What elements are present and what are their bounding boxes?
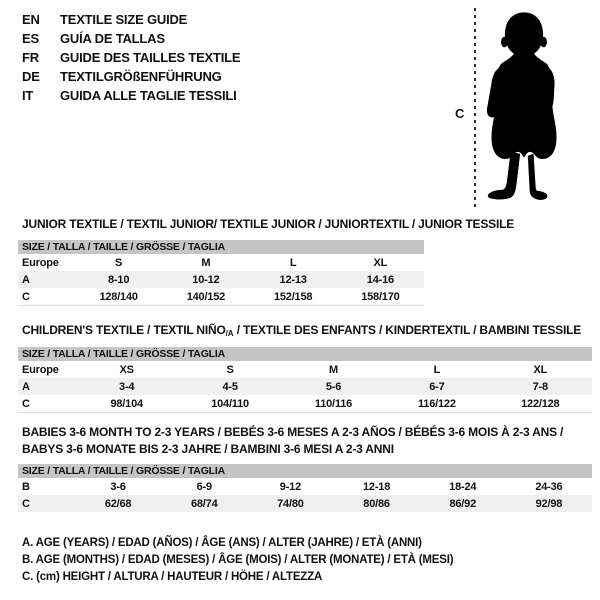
table-cell: M [329,363,338,376]
note-b: B. AGE (MONTHS) / EDAD (MESES) / ÂGE (MOIS) / ALTER (MONATE) / ETÀ (MESI) [22,554,454,566]
table-cell: M [201,256,211,269]
title-text: / TEXTILE DES ENFANTS / KINDERTEXTIL / BAMBINI TESSILE [233,323,582,337]
table-cell: 5-6 [325,380,342,393]
table-cell: 6-7 [429,380,445,393]
table-row [18,288,424,305]
title-text: CHILDREN'S TEXTILE / TEXTIL NIÑO [22,323,226,337]
size-header-bar: SIZE / TALLA / TAILLE / GRÖSSE / TAGLIA [18,347,592,361]
title-line-1: BABIES 3-6 MONTH TO 2-3 YEARS / BEBÉS 3-6 MESES A 2-3 AÑOS / BÉBÉS 3-6 MOIS À 2-3 ANS / [22,425,564,439]
table-cell: 10-12 [192,273,220,286]
language-row [22,86,240,105]
row-label: A [22,273,30,286]
row-label: C [22,290,30,303]
table-row [18,395,592,412]
language-row [22,10,240,29]
table-row [18,254,424,271]
table-cell: S [115,256,123,269]
table-cell: 4-5 [222,380,238,393]
table-row [18,361,592,378]
legend-notes [22,535,453,586]
title-subscript: /A [225,329,234,338]
section-title-children [22,322,581,342]
junior-size-table [18,240,424,306]
language-label: TEXTILE SIZE GUIDE [60,12,188,27]
baby-head [505,12,543,56]
language-label: GUIDE DES TAILLES TEXTILE [60,50,241,65]
table-cell: 158/170 [361,290,400,303]
table-cell: 18-24 [449,480,477,493]
note-a: A. AGE (YEARS) / EDAD (AÑOS) / ÂGE (ANS) / ALTER (JAHRE) / ETÀ (ANNI) [22,537,422,549]
table-cell: 14-16 [366,273,394,286]
table-cell: 80/86 [363,497,390,510]
table-cell: XL [533,363,548,376]
row-label: C [22,497,30,510]
language-code: ES [22,31,39,46]
table-cell: 122/128 [521,397,560,410]
language-label: TEXTILGRÖßENFÜHRUNG [60,69,222,84]
language-label: GUIDA ALLE TAGLIE TESSILI [60,88,237,103]
table-cell: 8-10 [108,273,130,286]
height-dotted-line [474,8,476,209]
language-code: IT [22,88,34,103]
row-label: Europe [22,363,59,376]
table-cell: XS [119,363,134,376]
table-cell: 116/122 [418,397,456,410]
table-cell: 68/74 [190,497,218,510]
section-title-babies [22,424,563,458]
language-code: DE [22,69,40,84]
table-row [18,378,592,395]
table-cell: 3-4 [119,380,135,393]
row-label: A [22,380,30,393]
size-header-bar: SIZE / TALLA / TAILLE / GRÖSSE / TAGLIA [18,240,424,254]
table-cell: 9-12 [279,480,302,493]
baby-ear-right [540,37,547,48]
note-c: C. (cm) HEIGHT / ALTURA / HAUTEUR / HÖHE / ALTEZZA [22,571,323,583]
language-list [22,10,240,105]
table-cell: 12-18 [363,480,391,493]
table-cell: 98/104 [110,397,143,410]
language-label: GUÍA DE TALLAS [60,31,165,46]
table-cell: 62/68 [104,497,132,510]
baby-silhouette-image [481,8,567,204]
table-cell: 3-6 [110,480,126,493]
table-cell: 104/110 [211,397,249,410]
babies-size-table [18,464,592,512]
row-label: B [22,480,30,493]
table-cell: XL [373,256,388,269]
row-label: C [22,397,30,410]
table-cell: 24-36 [535,480,563,493]
language-row [22,67,240,86]
title-line-2: BABYS 3-6 MONATE BIS 2-3 JAHRE / BAMBINI 3-6 MESI A 2-3 ANNI [22,442,394,456]
baby-ear-left [501,37,508,48]
table-cell: 92/98 [535,497,563,510]
height-c-label: C [455,106,465,121]
table-row [18,478,592,495]
table-cell: 140/152 [186,290,226,303]
table-cell: L [433,363,441,376]
table-row [18,271,424,288]
table-cell: 6-9 [196,480,212,493]
table-cell: 128/140 [99,290,138,303]
children-size-table [18,347,592,413]
section-title-junior: JUNIOR TEXTILE / TEXTIL JUNIOR/ TEXTILE JUNIOR / JUNIORTEXTIL / JUNIOR TESSILE [22,217,515,231]
language-code: FR [22,50,39,65]
table-cell: 7-8 [532,380,548,393]
table-cell: 152/158 [273,290,313,303]
table-cell: 74/80 [277,497,304,510]
row-label: Europe [22,256,59,269]
language-code: EN [22,12,40,27]
table-cell: 12-13 [279,273,307,286]
size-header-bar: SIZE / TALLA / TAILLE / GRÖSSE / TAGLIA [18,464,592,478]
table-row [18,495,592,512]
table-cell: 110/116 [314,397,353,410]
table-cell: L [289,256,297,269]
language-row [22,29,240,48]
table-cell: S [226,363,234,376]
language-row [22,48,240,67]
table-cell: 86/92 [449,497,476,510]
